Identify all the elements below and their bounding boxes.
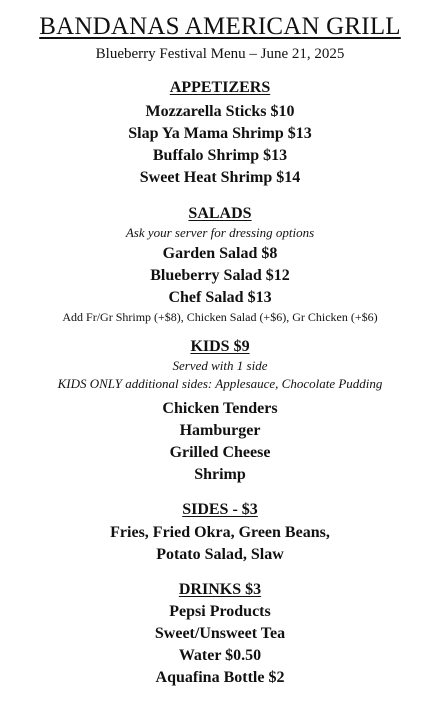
menu-item: Aquafina Bottle $2 bbox=[155, 669, 285, 686]
salads-note: Ask your server for dressing options bbox=[125, 225, 315, 240]
salads-section bbox=[0, 204, 440, 325]
kids-heading: KIDS $9 bbox=[190, 338, 250, 355]
menu-subtitle: Blueberry Festival Menu – June 21, 2025 bbox=[95, 46, 345, 62]
menu-item: Mozzarella Sticks $10 bbox=[145, 103, 295, 120]
sides-line: Potato Salad, Slaw bbox=[156, 546, 284, 563]
menu-item: Sweet/Unsweet Tea bbox=[154, 625, 286, 642]
kids-note: Served with 1 side bbox=[172, 358, 268, 373]
restaurant-title: BANDANAS AMERICAN GRILL bbox=[39, 13, 401, 40]
sides-heading: SIDES - $3 bbox=[182, 501, 258, 518]
drinks-section bbox=[0, 580, 440, 689]
kids-section bbox=[0, 337, 440, 486]
sides-line: Fries, Fried Okra, Green Beans, bbox=[110, 524, 330, 541]
menu-item: Grilled Cheese bbox=[169, 444, 271, 461]
salad-addons: Add Fr/Gr Shrimp (+$8), Chicken Salad (+$6), Gr Chicken (+$6) bbox=[62, 310, 378, 324]
menu-item: Chicken Tenders bbox=[162, 400, 278, 417]
menu-item: Hamburger bbox=[179, 422, 261, 439]
menu-item: Sweet Heat Shrimp $14 bbox=[139, 169, 301, 186]
menu-item: Chef Salad $13 bbox=[168, 289, 272, 306]
menu-item: Slap Ya Mama Shrimp $13 bbox=[128, 125, 312, 142]
menu-item: Buffalo Shrimp $13 bbox=[152, 147, 288, 164]
menu-item: Pepsi Products bbox=[169, 603, 271, 620]
appetizers-heading: APPETIZERS bbox=[169, 79, 271, 96]
salads-heading: SALADS bbox=[188, 205, 252, 222]
kids-sides-note: KIDS ONLY additional sides: Applesauce, Chocolate Pudding bbox=[57, 376, 383, 391]
menu-item: Blueberry Salad $12 bbox=[150, 267, 290, 284]
sides-section bbox=[0, 500, 440, 566]
drinks-heading: DRINKS $3 bbox=[178, 581, 262, 598]
appetizers-section bbox=[0, 78, 440, 189]
menu-item: Water $0.50 bbox=[178, 647, 262, 664]
menu-item: Garden Salad $8 bbox=[162, 245, 278, 262]
menu-item: Shrimp bbox=[194, 466, 246, 483]
